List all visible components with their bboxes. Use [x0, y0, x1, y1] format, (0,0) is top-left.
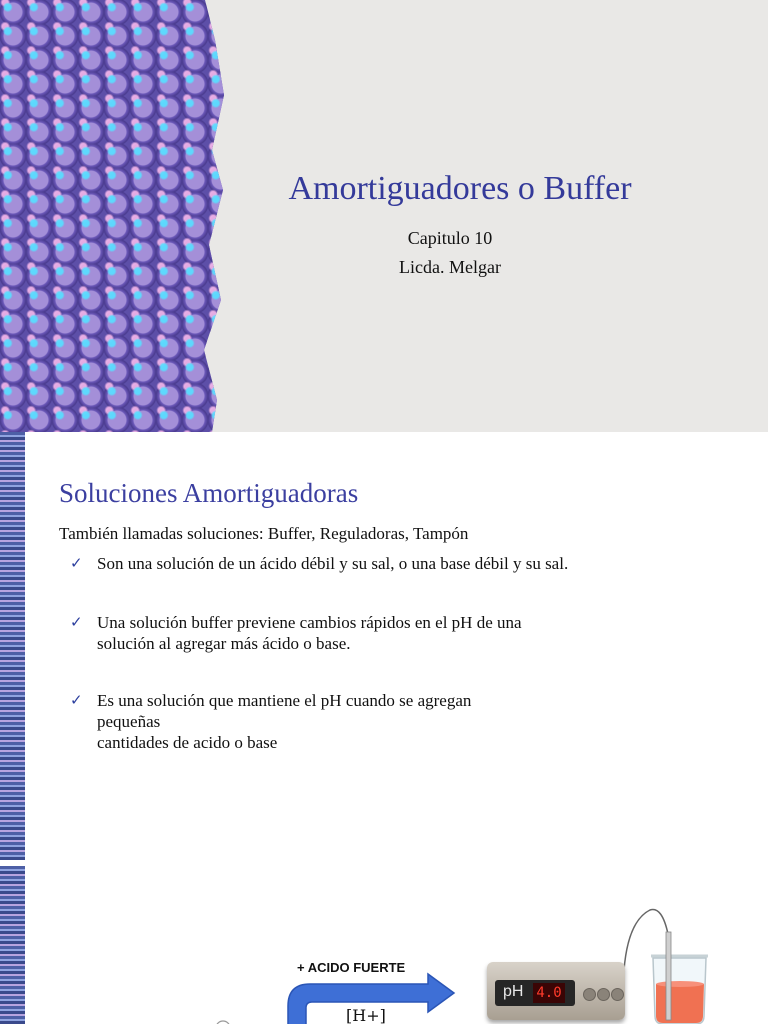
ph-meter [487, 962, 625, 1020]
bullet-text: Son una solución de un ácido débil y su sal, o una base débil y su sal. [97, 554, 569, 573]
bullet-word: que [208, 691, 234, 710]
chapter-label: Capitulo 10 [407, 228, 493, 248]
bullet-word: mantiene [237, 691, 301, 710]
bullet-word: agregan [417, 691, 472, 710]
bullet-text: Una solución buffer previene cambios rápidos en el pH [97, 613, 473, 632]
bullet-text: pequeñas [97, 712, 161, 731]
bullet-word: pH [320, 691, 342, 710]
content-slide [0, 432, 768, 860]
ph-reading: 4.0 [533, 983, 565, 1003]
intro-text: También llamadas soluciones: Buffer, Reguladoras, Tampón [59, 524, 469, 543]
title-slide [0, 0, 768, 432]
meter-display [495, 980, 575, 1006]
sequin-decoration-image [0, 0, 225, 432]
acid-diagram [0, 866, 768, 1024]
meter-knob [583, 988, 596, 1001]
bullet-line [97, 690, 667, 711]
bullet-word: Es [97, 691, 114, 710]
checkmark-icon: ✓ [70, 691, 83, 709]
meter-knob [611, 988, 624, 1001]
electrode-probe [666, 932, 671, 1020]
acid-label: + ACIDO FUERTE [297, 960, 406, 975]
slide-title: Amortiguadores o Buffer [288, 170, 632, 207]
bullet-text: de una [476, 613, 522, 632]
diagram-slide [0, 866, 768, 1024]
author-label: Licda. Melgar [399, 257, 501, 277]
bullet-word: se [399, 691, 414, 710]
decorative-strip [0, 432, 25, 860]
bullet-text: solución al agregar más ácido o base. [97, 634, 351, 653]
slide-heading: Soluciones Amortiguadoras [59, 478, 359, 508]
checkmark-icon: ✓ [70, 613, 83, 631]
bullet-word: el [304, 691, 317, 710]
bullet-word: una solución [118, 691, 205, 710]
bullet-text: cantidades de acido o base [97, 733, 278, 752]
meter-knob [597, 988, 610, 1001]
hydrogen-ion-formula: [H+] [346, 1006, 386, 1024]
bullet-word: cuando [345, 691, 395, 710]
beaker-icon [651, 956, 708, 1024]
ph-label: pH [503, 983, 524, 1000]
checkmark-icon: ✓ [70, 554, 83, 572]
bullet-line [97, 612, 667, 633]
